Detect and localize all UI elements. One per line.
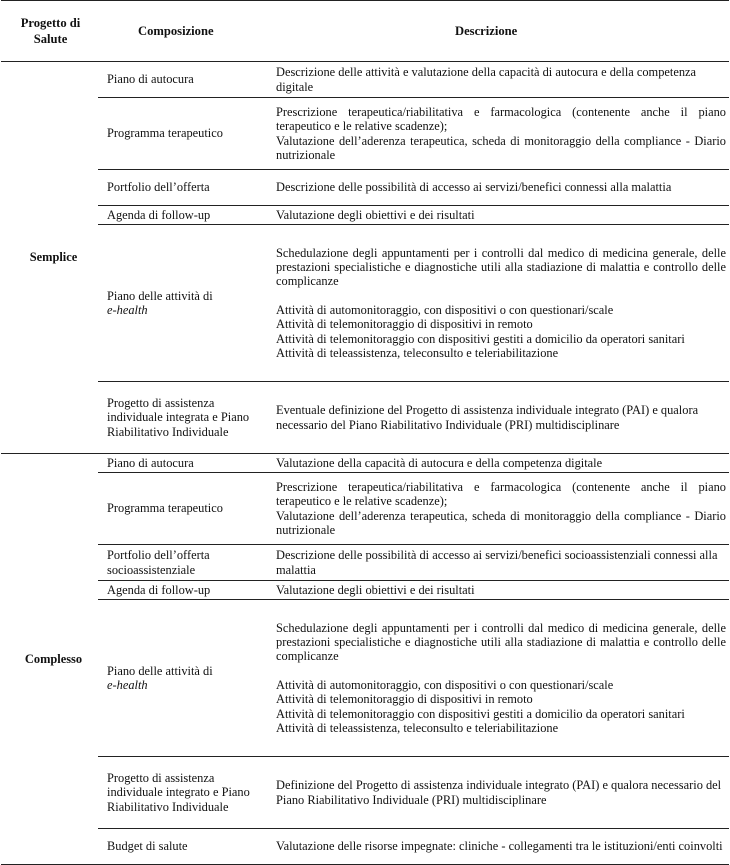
table-row xyxy=(1,600,729,757)
description-text: Attività di teleassistenza, teleconsulto e teleriabilitazione xyxy=(276,721,559,736)
composition-cell: Programma terapeutico xyxy=(98,98,270,170)
description-text: Schedulazione degli appuntamenti per i controlli dal medico di medicina generale, delle prestazioni specialistiche e diagnostiche utili alla stadiazione di malattia e controllo delle complicanze xyxy=(276,620,726,664)
description-text: Valutazione degli obiettivi e dei risultati xyxy=(276,207,475,222)
composition-cell xyxy=(98,600,270,757)
composition-cell: Agenda di follow-up xyxy=(98,581,270,600)
description-text: Attività di automonitoraggio, con dispositivi o con questionari/scale xyxy=(276,677,614,692)
description-text: Descrizione delle possibilità di accesso ai servizi/benefici socioassistenziali connessi alla malattia xyxy=(276,548,718,577)
composition-cell: Programma terapeutico xyxy=(98,473,270,545)
composition-cell: Progetto di assistenza individuale integrato e Piano Riabilitativo Individuale xyxy=(98,757,270,829)
description-text: Valutazione dell’aderenza terapeutica, scheda di monitoraggio della compliance - Diario nutrizionale xyxy=(276,508,726,537)
table-row xyxy=(1,545,729,581)
table-row xyxy=(1,757,729,829)
description-cell xyxy=(270,829,729,865)
description-text: Definizione del Progetto di assistenza individuale integrato (PAI) e qualora necessario del Piano Riabilitativo Individuale (PRI) multidisciplinare xyxy=(276,778,722,807)
header-descrizione: Descrizione xyxy=(270,1,729,62)
description-text: Attività di teleassistenza, teleconsulto e teleriabilitazione xyxy=(276,346,559,361)
composition-text: Piano delle attività di xyxy=(107,288,213,303)
description-cell xyxy=(270,454,729,473)
description-text: Valutazione delle risorse impegnate: cliniche - collegamenti tra le istituzioni/enti coinvolti xyxy=(276,839,723,854)
header-progetto-di-salute: Progetto di Salute xyxy=(1,1,98,62)
table-row xyxy=(1,382,729,454)
description-cell xyxy=(270,473,729,545)
table-row xyxy=(1,454,729,473)
composition-cell: Piano di autocura xyxy=(98,62,270,98)
health-project-table xyxy=(1,0,729,865)
description-cell xyxy=(270,382,729,454)
description-text: Valutazione della capacità di autocura e della competenza digitale xyxy=(276,455,603,470)
composition-cell: Portfolio dell’offerta xyxy=(98,170,270,206)
description-text: Schedulazione degli appuntamenti per i controlli dal medico di medicina generale, delle prestazioni specialistiche e diagnostiche utili alla stadiazione di malattia e controllo delle complicanze xyxy=(276,245,726,289)
header-composizione: Composizione xyxy=(98,1,270,62)
description-text: Descrizione delle attività e valutazione della capacità di autocura e della competenza digitale xyxy=(276,65,697,94)
table-header xyxy=(1,1,729,62)
composition-cell: Portfolio dell’offerta socioassistenziale xyxy=(98,545,270,581)
composition-cell xyxy=(98,225,270,382)
table-row xyxy=(1,62,729,98)
description-cell xyxy=(270,170,729,206)
description-cell xyxy=(270,600,729,757)
description-cell xyxy=(270,62,729,98)
description-text: Attività di telemonitoraggio di dispositivi in remoto xyxy=(276,317,533,332)
table-body xyxy=(1,62,729,865)
description-cell xyxy=(270,581,729,600)
description-text: Attività di automonitoraggio, con dispositivi o con questionari/scale xyxy=(276,302,614,317)
group-label-semplice: Semplice xyxy=(1,62,98,454)
composition-cell: Progetto di assistenza individuale integrata e Piano Riabilitativo Individuale xyxy=(98,382,270,454)
description-text: Valutazione degli obiettivi e dei risultati xyxy=(276,582,475,597)
composition-cell: Agenda di follow-up xyxy=(98,206,270,225)
description-text: Attività di telemonitoraggio con dispositivi gestiti a domicilio da operatori sanitari xyxy=(276,706,685,721)
description-cell xyxy=(270,98,729,170)
description-text: Valutazione dell’aderenza terapeutica, scheda di monitoraggio della compliance - Diario nutrizionale xyxy=(276,133,726,162)
table-row xyxy=(1,170,729,206)
composition-text-italic: e-health xyxy=(107,678,148,692)
table-row xyxy=(1,473,729,545)
description-cell xyxy=(270,545,729,581)
description-text: Prescrizione terapeutica/riabilitativa e farmacologica (contenente anche il piano terapeutico e le relative scadenze); xyxy=(276,104,726,134)
composition-cell: Piano di autocura xyxy=(98,454,270,473)
description-text: Eventuale definizione del Progetto di assistenza individuale integrato (PAI) e qualora necessario del Piano Riabilitativo Individuale (PRI) multidisciplinare xyxy=(276,403,699,432)
table-row xyxy=(1,206,729,225)
table-row xyxy=(1,829,729,865)
table-row xyxy=(1,98,729,170)
description-text: Prescrizione terapeutica/riabilitativa e farmacologica (contenente anche il piano terapeutico e le relative scadenze); xyxy=(276,479,726,509)
table-row xyxy=(1,225,729,382)
composition-text: Piano delle attività di xyxy=(107,663,213,678)
table-row xyxy=(1,581,729,600)
group-label-complesso: Complesso xyxy=(1,454,98,865)
description-cell xyxy=(270,225,729,382)
description-text: Attività di telemonitoraggio di dispositivi in remoto xyxy=(276,692,533,707)
description-text: Descrizione delle possibilità di accesso ai servizi/benefici connessi alla malattia xyxy=(276,180,672,195)
description-cell xyxy=(270,757,729,829)
composition-cell: Budget di salute xyxy=(98,829,270,865)
header-row xyxy=(1,1,729,62)
description-text: Attività di telemonitoraggio con dispositivi gestiti a domicilio da operatori sanitari xyxy=(276,331,685,346)
composition-text-italic: e-health xyxy=(107,303,148,317)
description-cell xyxy=(270,206,729,225)
